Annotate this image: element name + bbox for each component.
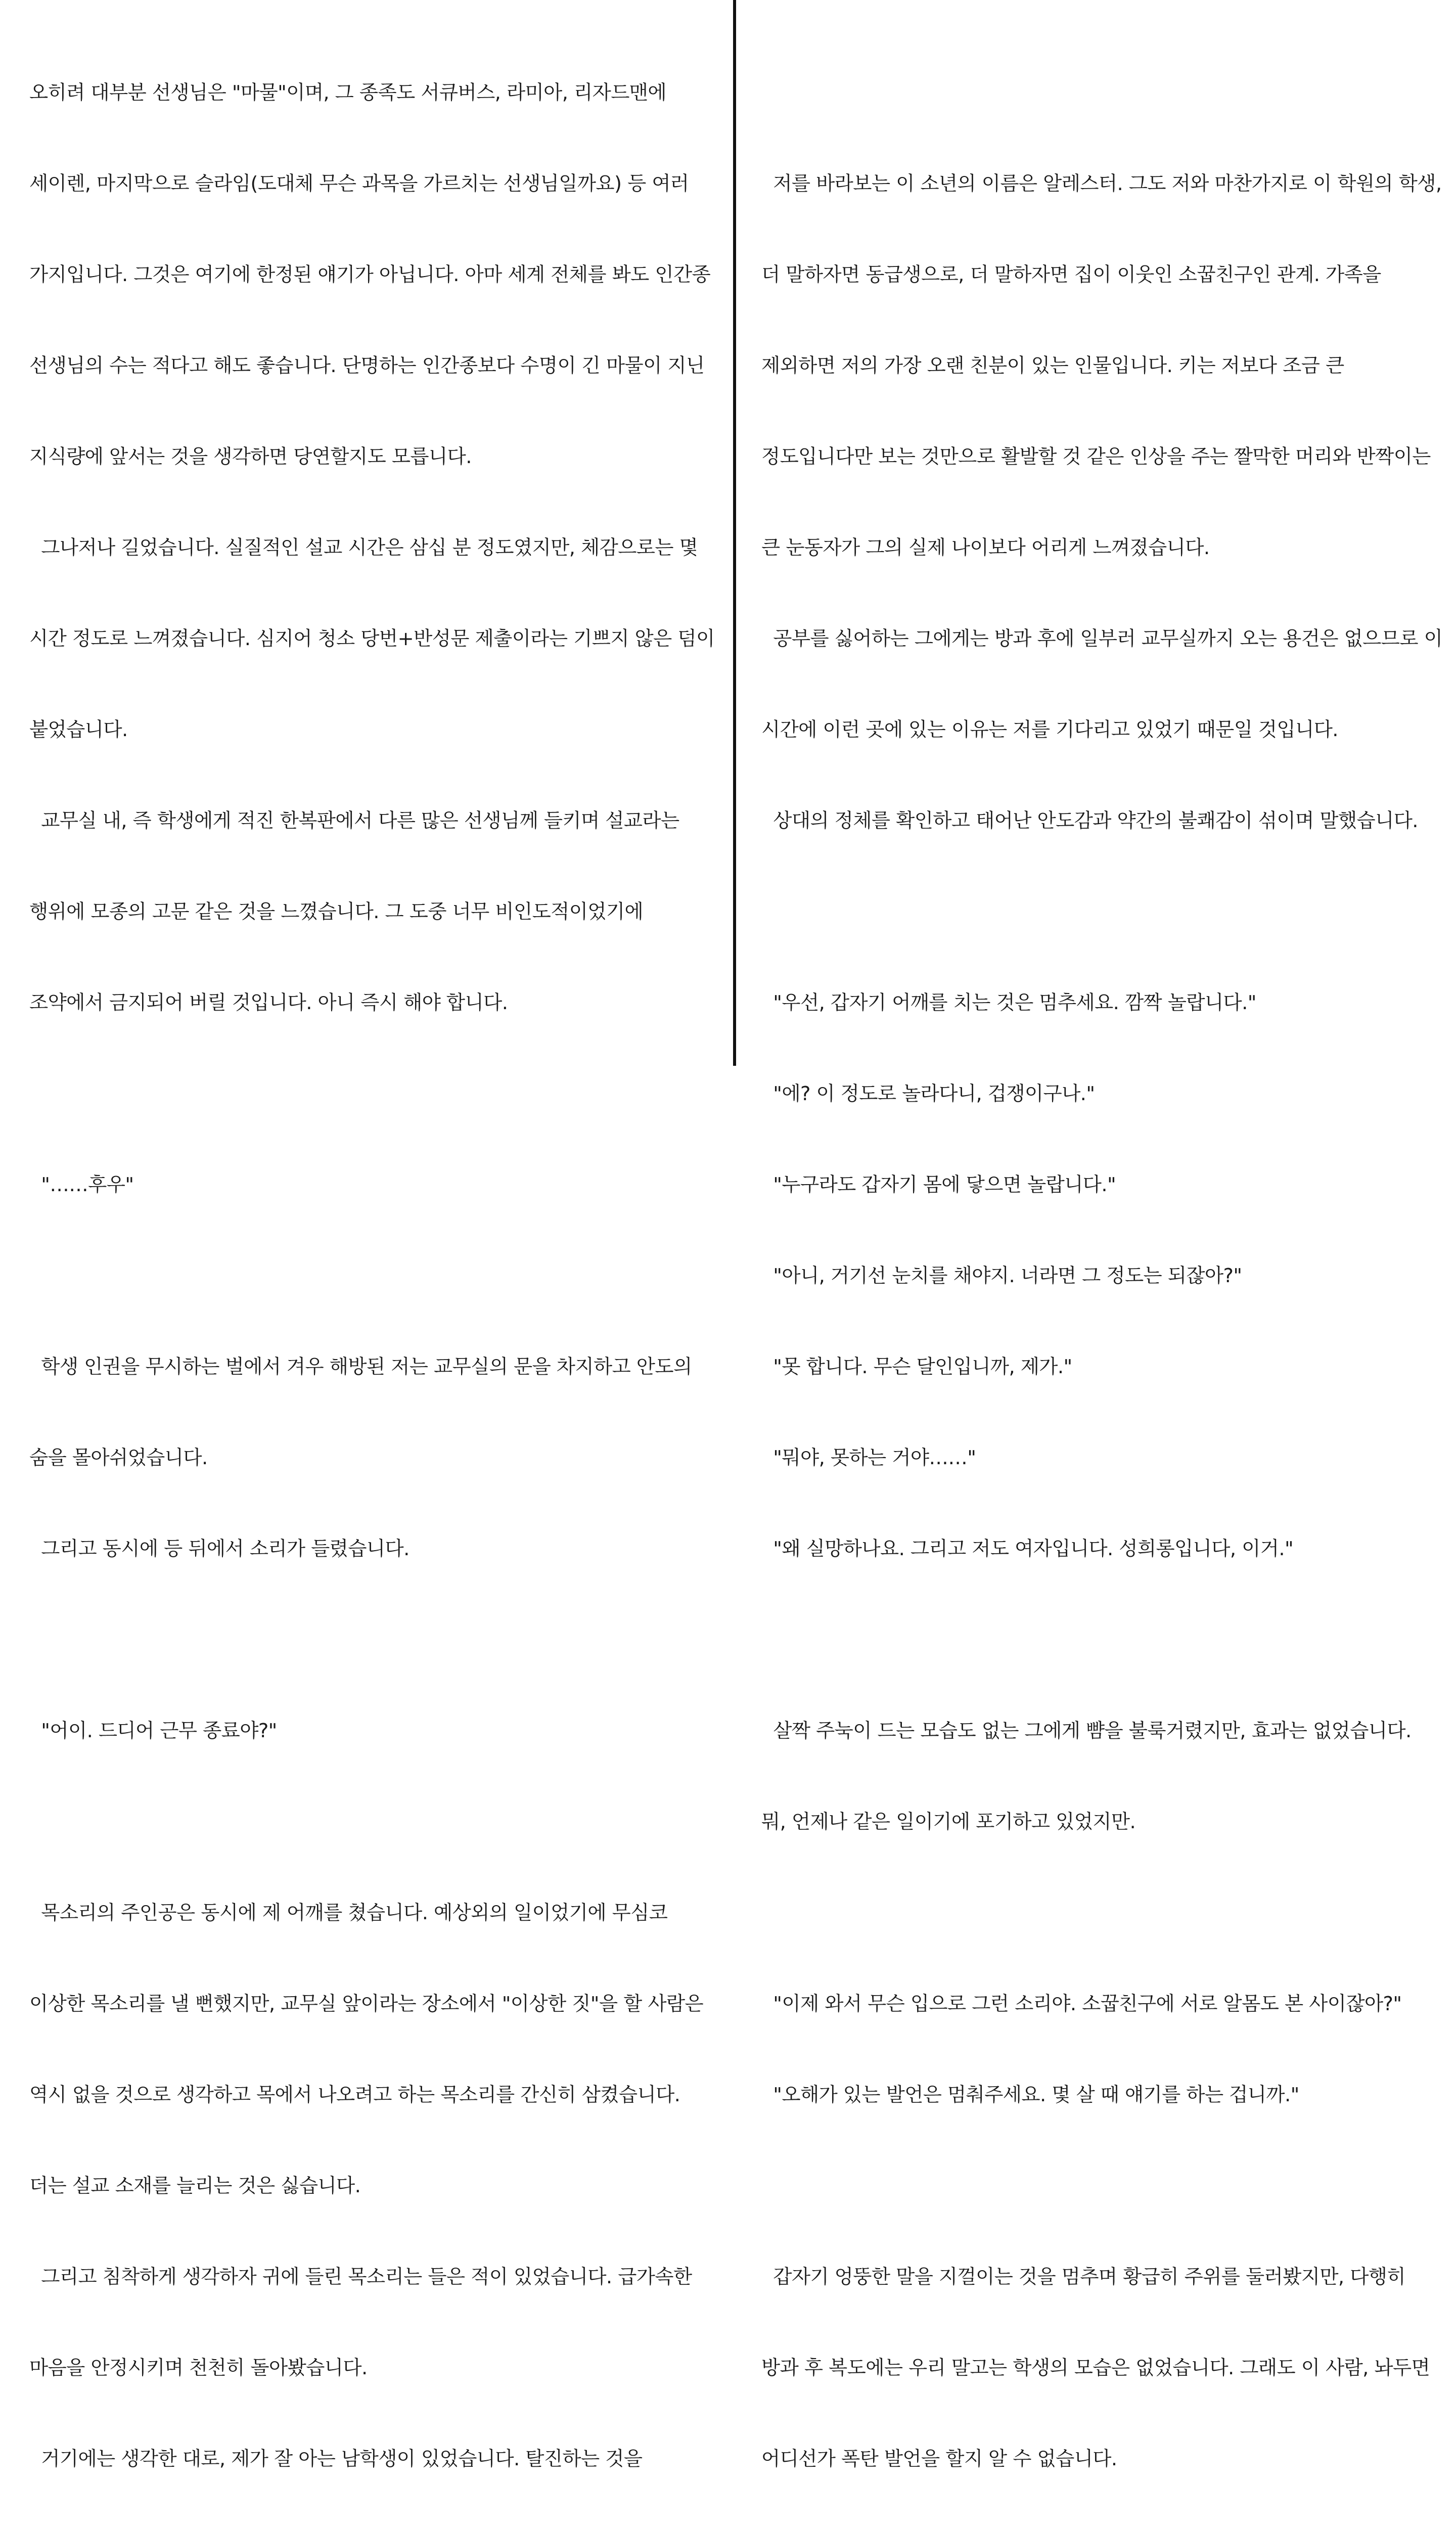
blank-line (761, 1898, 1442, 1928)
text-line: 학생 인권을 무시하는 벌에서 겨우 해방된 저는 교무실의 문을 차지하고 안도의 (29, 1356, 692, 1378)
dialogue-line: "뭐야, 못하는 거야……" (761, 1447, 976, 1469)
text-line: 선생님의 수는 적다고 해도 좋습니다. 단명하는 인간종보다 수명이 긴 마물이 지닌 (29, 354, 705, 377)
text-line: 제외하면 저의 가장 오랜 친분이 있는 인물입니다. 키는 저보다 조금 큰 (761, 354, 1344, 377)
text-line: 큰 눈동자가 그의 실제 나이보다 어리게 느껴졌습니다. (761, 536, 1210, 559)
dialogue-line: "어이. 드디어 근무 종료야?" (29, 1720, 277, 1742)
blank-line (761, 78, 1442, 108)
text-line: 시간 정도로 느껴졌습니다. 심지어 청소 당번+반성문 제출이라는 기쁘지 않은 덤이 (29, 627, 715, 650)
blank-line (29, 1079, 715, 1109)
text-line: 거기에는 생각한 대로, 제가 잘 아는 남학생이 있었습니다. 탈진하는 것을 (29, 2448, 643, 2470)
text-line: 오히려 대부분 선생님은 "마물"이며, 그 종족도 서큐버스, 라미아, 리자드맨에 (29, 81, 666, 104)
text-line: 목소리의 주인공은 동시에 제 어깨를 쳤습니다. 예상외의 일이었기에 무심코 (29, 1902, 668, 1924)
blank-line (761, 2171, 1442, 2201)
text-line: 시간에 이런 곳에 있는 이유는 저를 기다리고 있었기 때문일 것입니다. (761, 718, 1338, 741)
blank-line (29, 1807, 715, 1837)
text-line: 방과 후 복도에는 우리 말고는 학생의 모습은 없었습니다. 그래도 이 사람, 놔두면 (761, 2357, 1430, 2379)
dialogue-line: "에? 이 정도로 놀라다니, 겁쟁이구나." (761, 1082, 1095, 1105)
text-line: 그리고 동시에 등 뒤에서 소리가 들렸습니다. (29, 1538, 410, 1560)
text-line: 숨을 몰아쉬었습니다. (29, 1447, 208, 1469)
dialogue-line: "왜 실망하나요. 그리고 저도 여자입니다. 성희롱입니다, 이거." (761, 1538, 1294, 1560)
dialogue-line: "오해가 있는 발언은 멈춰주세요. 몇 살 때 얘기를 하는 겁니까." (761, 2084, 1299, 2106)
text-line: 그리고 침착하게 생각하자 귀에 들린 목소리는 들은 적이 있었습니다. 급가속한 (29, 2266, 692, 2288)
text-line: 가지입니다. 그것은 여기에 한정된 얘기가 아닙니다. 아마 세계 전체를 봐도 인간종 (29, 263, 711, 286)
text-line: 정도입니다만 보는 것만으로 활발할 것 같은 인상을 주는 짤막한 머리와 반짝이는 (761, 445, 1431, 468)
text-line: 세이렌, 마지막으로 슬라임(도대체 무슨 과목을 가르치는 선생님일까요) 등 여러 (29, 172, 689, 195)
text-line: 상대의 정체를 확인하고 태어난 안도감과 약간의 불쾌감이 섞이며 말했습니다. (761, 809, 1418, 832)
blank-line (29, 1261, 715, 1291)
text-line: 조약에서 금지되어 버릴 것입니다. 아니 즉시 해야 합니다. (29, 991, 508, 1014)
dialogue-line: "우선, 갑자기 어깨를 치는 것은 멈추세요. 깜짝 놀랍니다." (761, 991, 1256, 1014)
text-line: 갑자기 엉뚱한 말을 지껄이는 것을 멈추며 황급히 주위를 둘러봤지만, 다행히 (761, 2266, 1405, 2288)
blank-line (761, 897, 1442, 927)
dialogue-line: "누구라도 갑자기 몸에 닿으면 놀랍니다." (761, 1173, 1116, 1196)
right-page (736, 0, 1456, 2470)
text-line: 더 말하자면 동급생으로, 더 말하자면 집이 이웃인 소꿉친구인 관계. 가족을 (761, 263, 1381, 286)
text-line: 그나저나 길었습니다. 실질적인 설교 시간은 삼십 분 정도였지만, 체감으로는 몇 (29, 536, 698, 559)
text-line: 역시 없을 것으로 생각하고 목에서 나오려고 하는 목소리를 간신히 삼켰습니다. (29, 2084, 680, 2106)
text-line: 마음을 안정시키며 천천히 돌아봤습니다. (29, 2357, 368, 2379)
right-page-text (761, 17, 1442, 2528)
text-line: 공부를 싫어하는 그에게는 방과 후에 일부러 교무실까지 오는 용건은 없으므로 이 (761, 627, 1443, 650)
dialogue-line: "이제 와서 무슨 입으로 그런 소리야. 소꿉친구에 서로 알몸도 본 사이잖아?" (761, 1993, 1402, 2015)
text-line: 붙었습니다. (29, 718, 128, 741)
dialogue-line: "못 합니다. 무슨 달인입니까, 제가." (761, 1356, 1072, 1378)
dialogue-line: "아니, 거기선 눈치를 채야지. 너라면 그 정도는 되잖아?" (761, 1265, 1242, 1287)
text-line: 지식량에 앞서는 것을 생각하면 당연할지도 모릅니다. (29, 445, 472, 468)
text-line: 이상한 목소리를 낼 뻔했지만, 교무실 앞이라는 장소에서 "이상한 짓"을 할 사람은 (29, 1993, 704, 2015)
text-line: 어디선가 폭탄 발언을 할지 알 수 없습니다. (761, 2448, 1117, 2470)
text-line: 뭐, 언제나 같은 일이기에 포기하고 있었지만. (761, 1811, 1136, 1833)
dialogue-line: "……후우" (29, 1173, 134, 1196)
text-line: 살짝 주눅이 드는 모습도 없는 그에게 뺨을 불룩거렸지만, 효과는 없었습니다. (761, 1720, 1412, 1742)
text-line: 더는 설교 소재를 늘리는 것은 싫습니다. (29, 2175, 361, 2197)
text-line: 행위에 모종의 고문 같은 것을 느꼈습니다. 그 도중 너무 비인도적이었기에 (29, 900, 644, 923)
text-line: 교무실 내, 즉 학생에게 적진 한복판에서 다른 많은 선생님께 들키며 설교라는 (29, 809, 679, 832)
blank-line (29, 1625, 715, 1655)
blank-line (761, 1625, 1442, 1655)
left-page-text (29, 17, 715, 2528)
text-line: 저를 바라보는 이 소년의 이름은 알레스터. 그도 저와 마찬가지로 이 학원의 학생, (761, 172, 1442, 195)
left-page (0, 0, 733, 2470)
